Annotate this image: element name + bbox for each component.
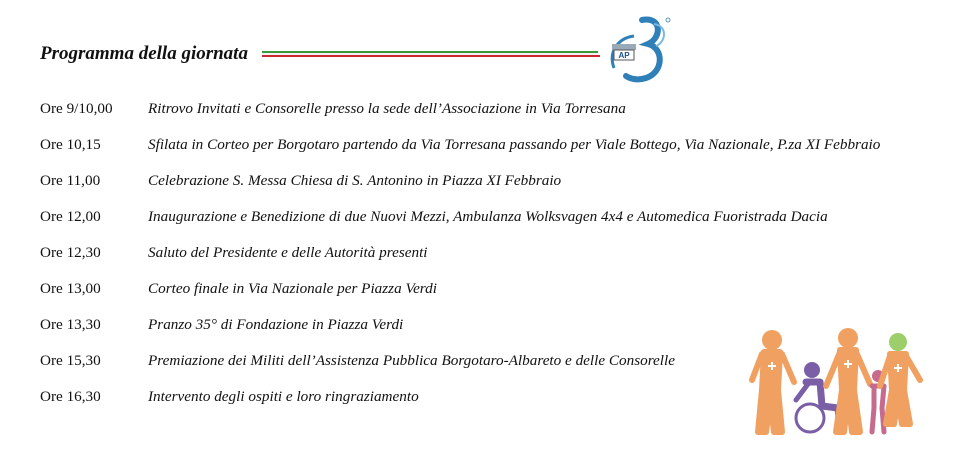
schedule-time: Ore 11,00 [40, 172, 101, 189]
schedule-description: Pranzo 35° di Fondazione in Piazza Verdi [148, 316, 404, 333]
schedule-description: Celebrazione S. Messa Chiesa di S. Antonino in Piazza XI Febbraio [148, 172, 562, 189]
page-header [40, 40, 680, 90]
schedule-time: Ore 12,30 [40, 244, 101, 261]
schedule-row [40, 279, 960, 315]
schedule-row [40, 243, 960, 279]
red-stripe [262, 55, 600, 57]
association-logo-icon [604, 16, 674, 88]
schedule-row [40, 135, 960, 171]
schedule-time: Ore 13,00 [40, 280, 101, 297]
schedule-row [40, 171, 960, 207]
schedule-time: Ore 13,30 [40, 316, 101, 333]
schedule-description: Intervento degli ospiti e loro ringraziamento [148, 388, 419, 405]
schedule-row [40, 207, 960, 243]
logo-text: AP [618, 51, 630, 60]
schedule-time: Ore 12,00 [40, 208, 101, 225]
schedule-description: Saluto del Presidente e delle Autorità presenti [148, 244, 428, 261]
schedule-description: Ritrovo Invitati e Consorelle presso la sede dell’Associazione in Via Torresana [148, 100, 626, 117]
schedule-description: Sfilata in Corteo per Borgotaro partendo da Via Torresana passando per Viale Bottego, Via Nazionale, P.za XI Febbraio [148, 136, 881, 153]
schedule-time: Ore 16,30 [40, 388, 101, 405]
page-title: Programma della giornata [40, 43, 248, 64]
schedule-time: Ore 10,15 [40, 136, 101, 153]
italian-flag-stripes [262, 51, 600, 59]
schedule-description: Corteo finale in Via Nazionale per Piazza Verdi [148, 280, 437, 297]
schedule-time: Ore 15,30 [40, 352, 101, 369]
schedule-time: Ore 9/10,00 [40, 100, 113, 117]
schedule-description: Premiazione dei Militi dell’Assistenza Pubblica Borgotaro-Albareto e delle Consorelle [148, 352, 675, 369]
schedule-description: Inaugurazione e Benedizione di due Nuovi Mezzi, Ambulanza Wolksvagen 4x4 e Automedica Fuoristrada Dacia [148, 208, 828, 225]
schedule-row [40, 99, 960, 135]
people-volunteers-icon [748, 328, 934, 440]
